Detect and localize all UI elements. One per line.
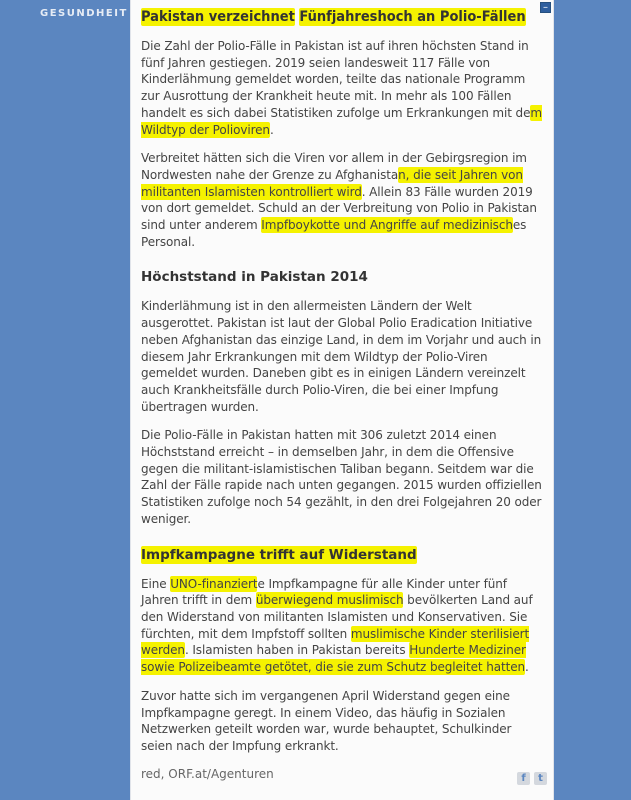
paragraph-history: Die Polio-Fälle in Pakistan hatten mit 306 zuletzt 2014 einen Höchststand erreicht – in demselben Jahr, in dem die Offensive gegen die militant-islamistischen Taliban begann. Seitdem war die Zahl der Fälle rapide nach unten gegangen. 2015 wurden offiziellen Statistiken zufolge noch 54 gezählt, in den drei Folgejahren 20 oder weniger. bbox=[141, 428, 542, 526]
collapse-button[interactable]: – bbox=[540, 2, 551, 13]
category-label: GESUNDHEIT bbox=[40, 8, 128, 19]
article-title bbox=[141, 6, 544, 28]
paragraph-eradication: Kinderlähmung ist in den allermeisten Ländern der Welt ausgerottet. Pakistan ist laut der Global Polio Eradication Initiative neben Afghanistan das einzige Land, in dem im Vorjahr und auch in diesem Jahr Erkrankungen mit dem Wildtyp der Polio-Viren gemeldet wurden. Daneben gibt es in einigen Ländern vereinzelt auch Krankheitsfälle durch Polio-Viren, die bei einer Impfung übertragen wurden. bbox=[141, 299, 542, 414]
highlight: n, die seit Jahren von militanten Islamisten kontrolliert wird bbox=[141, 167, 523, 199]
paragraph-video: Zuvor hatte sich im vergangenen April Widerstand gegen eine Impfkampagne geregt. In einem Video, das häufig in Sozialen Netzwerken geteilt worden war, wurde behauptet, Schulkinder seien nach der Impfung erkrankt. bbox=[141, 688, 512, 753]
twitter-icon[interactable]: t bbox=[534, 772, 547, 785]
article-source: red, ORF.at/Agenturen bbox=[141, 766, 274, 781]
highlight: Fünfjahreshoch an Polio-Fällen bbox=[299, 9, 526, 25]
paragraph-intro: Die Zahl der Polio-Fälle in Pakistan ist auf ihren höchsten Stand in fünf Jahren gestiegen. 2019 seien landesweit 117 Fälle von Kinderlähmung gemeldet worden, teilte das nationale Programm zur Ausrottung der Krankheit heute mit. In mehr als 100 Fällen handelt es sich dabei Statistiken zufolge um Erkrankungen mit dem Wildtyp der Polioviren. bbox=[141, 39, 542, 137]
share-bar bbox=[517, 772, 547, 785]
highlight: Impfkampagne trifft auf Widerstand bbox=[141, 546, 417, 563]
highlight: m Wildtyp der Polioviren bbox=[141, 105, 542, 137]
subheading-hoechststand: Höchststand in Pakistan 2014 bbox=[141, 269, 368, 286]
facebook-icon[interactable]: f bbox=[517, 772, 530, 785]
highlight: Hunderte Mediziner sowie Polizeibeamte getötet, die sie zum Schutz begleitet hatten bbox=[141, 643, 526, 675]
subheading-impfkampagne bbox=[141, 544, 544, 566]
highlight: Impfboykotte und Angriffe auf medizinisch bbox=[261, 218, 513, 233]
highlight: muslimische Kinder sterilisiert werden bbox=[141, 626, 530, 658]
highlight: UNO-finanziert bbox=[170, 576, 258, 591]
paragraph-region: Verbreitet hätten sich die Viren vor allem in der Gebirgsregion im Nordwesten nahe der Grenze zu Afghanistan, die seit Jahren von militanten Islamisten kontrolliert wird. Allein 83 Fälle wurden 2019 von dort gemeldet. Schuld an der Verbreitung von Polio in Pakistan sind unter anderem Impfboykotte und Angriffe auf medizinisches Personal. bbox=[141, 151, 537, 249]
article bbox=[130, 0, 554, 800]
paragraph-campaign: Eine UNO-finanzierte Impfkampagne für alle Kinder unter fünf Jahren trifft in dem überwiegend muslimisch bevölkerten Land auf den Widerstand von militanten Islamisten und Konservativen. Sie fürchten, mit dem Impfstoff sollten muslimische Kinder sterilisiert werden. Islamisten haben in Pakistan bereits Hunderte Mediziner sowie Polizeibeamte getötet, die sie zum Schutz begleitet hatten. bbox=[141, 576, 533, 675]
highlight: Pakistan verzeichnet bbox=[141, 9, 295, 25]
highlight: überwiegend muslimisch bbox=[255, 593, 404, 608]
